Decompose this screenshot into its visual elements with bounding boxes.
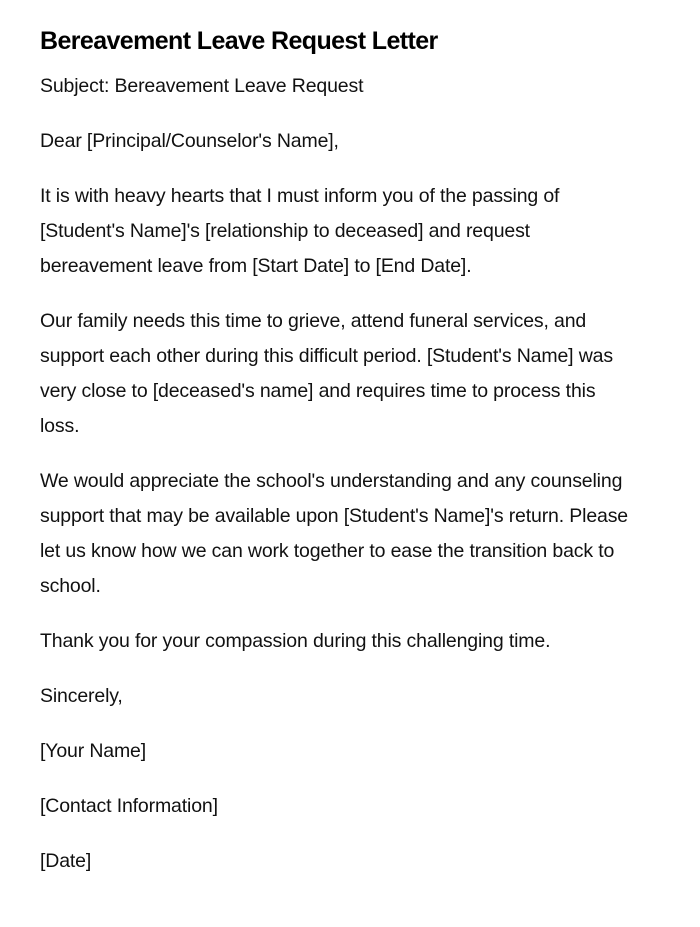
letter-title: Bereavement Leave Request Letter [40,27,438,55]
letter-subject: Subject: Bereavement Leave Request [40,75,364,97]
letter-date: [Date] [40,850,92,872]
letter-paragraph-reason: Our family needs this time to grieve, attend funeral services, and support each other during this difficult period. [Student's Name] was very close to [deceased's name] and requires time to process this loss. [40,310,613,437]
letter-paragraph-notification: It is with heavy hearts that I must inform you of the passing of [Student's Name]'s [relationship to deceased] and request bereavement leave from [Start Date] to [End Date]. [40,185,560,277]
letter-signature-name: [Your Name] [40,740,147,762]
letter-paragraph-support-request: We would appreciate the school's understanding and any counseling support that may be available upon [Student's Name]'s return. Please let us know how we can work together to ease the transition back to school. [40,470,629,597]
letter-paragraph-thanks: Thank you for your compassion during this challenging time. [40,630,551,652]
letter-salutation: Dear [Principal/Counselor's Name], [40,130,339,152]
letter-closing: Sincerely, [40,685,123,707]
letter-document [40,22,640,899]
letter-contact-info: [Contact Information] [40,795,218,817]
